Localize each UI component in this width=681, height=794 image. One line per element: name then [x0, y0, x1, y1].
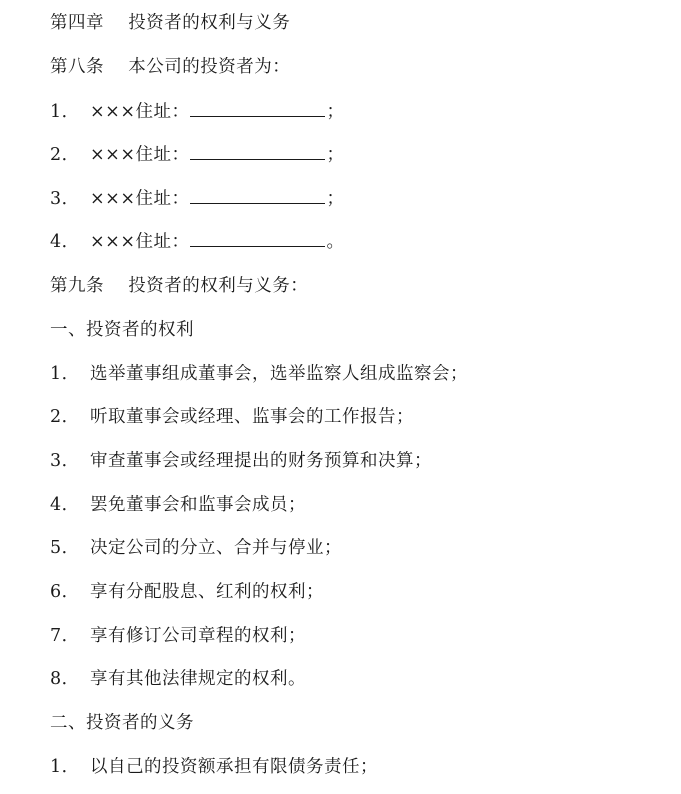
- item-text: 享有其他法律规定的权利。: [90, 669, 306, 689]
- address-blank: [190, 187, 325, 204]
- investor-punct: ；: [326, 102, 345, 122]
- investor-punct: ；: [326, 189, 345, 209]
- rights-item: [50, 580, 324, 604]
- investor-item: [50, 187, 345, 211]
- item-text: 享有修订公司章程的权利；: [90, 626, 306, 646]
- investor-number: 3．: [50, 189, 80, 209]
- investor-address-label: ×××住址：: [90, 102, 190, 122]
- investor-item: [50, 143, 345, 167]
- article-9: [50, 274, 308, 298]
- investor-punct: 。: [326, 232, 345, 252]
- article-8-text: 本公司的投资者为：: [128, 57, 291, 77]
- item-number: 1．: [50, 757, 80, 777]
- investor-address-label: ×××住址：: [90, 145, 190, 165]
- item-number: 5．: [50, 538, 80, 558]
- investor-number: 1．: [50, 102, 80, 122]
- rights-item: [50, 493, 306, 517]
- rights-item: [50, 667, 306, 691]
- item-text: 以自己的投资额承担有限债务责任；: [90, 757, 378, 777]
- item-text: 享有分配股息、红利的权利；: [90, 582, 324, 602]
- address-blank: [190, 230, 325, 247]
- item-number: 4．: [50, 495, 80, 515]
- investor-number: 4．: [50, 232, 80, 252]
- article-8: [50, 55, 290, 79]
- item-number: 1．: [50, 364, 80, 384]
- item-text: 选举董事组成董事会，选举监察人组成监察会；: [90, 364, 468, 384]
- item-text: 决定公司的分立、合并与停业；: [90, 538, 342, 558]
- item-text: 听取董事会或经理、监事会的工作报告；: [90, 407, 414, 427]
- investor-item: [50, 230, 345, 254]
- duties-heading: 二、投资者的义务: [50, 713, 194, 733]
- article-9-number: 第九条: [50, 276, 104, 296]
- item-number: 3．: [50, 451, 80, 471]
- address-blank: [190, 143, 325, 160]
- item-number: 8．: [50, 669, 80, 689]
- rights-item: [50, 449, 432, 473]
- chapter-number: 第四章: [50, 13, 104, 33]
- investor-number: 2．: [50, 145, 80, 165]
- rights-item: [50, 405, 414, 429]
- chapter-heading: [50, 11, 290, 35]
- item-text: 罢免董事会和监事会成员；: [90, 495, 306, 515]
- rights-heading: 一、投资者的权利: [50, 320, 194, 340]
- item-number: 2．: [50, 407, 80, 427]
- investor-punct: ；: [326, 145, 345, 165]
- rights-item: [50, 362, 468, 386]
- item-number: 6．: [50, 582, 80, 602]
- rights-item: [50, 536, 342, 560]
- article-8-number: 第八条: [50, 57, 104, 77]
- article-9-text: 投资者的权利与义务：: [128, 276, 309, 296]
- duties-item: [50, 755, 378, 779]
- investor-address-label: ×××住址：: [90, 232, 190, 252]
- rights-item: [50, 624, 306, 648]
- item-number: 7．: [50, 626, 80, 646]
- investor-item: [50, 100, 345, 124]
- address-blank: [190, 100, 325, 117]
- investor-address-label: ×××住址：: [90, 189, 190, 209]
- item-text: 审查董事会或经理提出的财务预算和决算；: [90, 451, 432, 471]
- chapter-title: 投资者的权利与义务: [128, 13, 291, 33]
